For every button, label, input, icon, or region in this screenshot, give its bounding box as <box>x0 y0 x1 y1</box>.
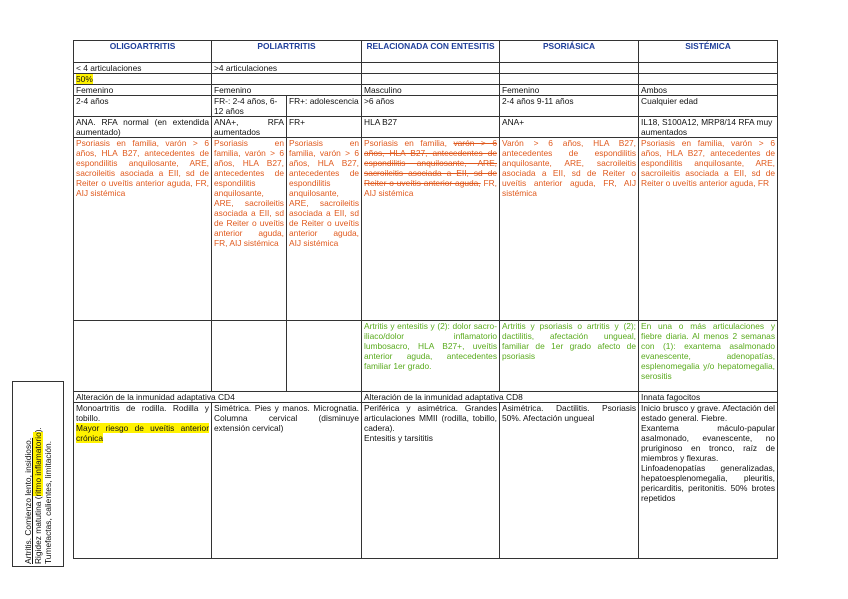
row-articulaciones <box>74 63 778 74</box>
row-sexo <box>74 85 778 96</box>
cell-inmunidad-cd8: Alteración de la inmunidad adaptativa CD8 <box>362 392 639 403</box>
cell-oligo-exclusion: Psoriasis en familia, varón > 6 años, HLA B27, antecedentes de espondilitis anquilosante, ARE, sacroileitis asociada a EII, sd de Reiter o uveítis anterior aguda, FR, AIJ sistémica <box>74 138 212 321</box>
cell-sistemica-criterios: En una o más articulaciones y fiebre diaria. Al menos 2 semanas con (1): exantema asalmonado evanescente, adenopatías, esplenomegalia y/o hepatomegalia, serositis <box>639 321 778 392</box>
cell-psoriasica-edad: 2-4 años 9-11 años <box>500 96 639 117</box>
cell-oligo-edad: 2-4 años <box>74 96 212 117</box>
cell-psoriasica-clinica: Asimétrica. Dactilitis. Psoriasis 50%. Afectación ungueal <box>500 403 639 559</box>
highlight-uveitis: Mayor riesgo de uveítis anterior crónica <box>76 423 209 443</box>
header-psoriasica: PSORIÁSICA <box>500 41 639 63</box>
cell-sistemica-clinica: Inicio brusco y grave. Afectación del estado general. Fiebre. Exantema máculo-papular asalmonado, evanescente, no pruriginoso en tronco, raíz de miembros y flexuras. Linfoadenopatías generalizadas, hepatoesplenomegalia, pleuritis, pericarditis, peritonitis. 50% brotes repetidos <box>639 403 778 559</box>
row-clinica <box>74 403 778 559</box>
side-note-box <box>12 381 64 567</box>
struck-text: varón > 6 años, HLA B27, antecedentes de espondilitis anquilosante, ARE, sacroileitis asociada a EII, sd de Reiter o uveítis anterior aguda, <box>364 138 498 188</box>
cell-oligo-sexo: Femenino <box>74 85 212 96</box>
cell-sistemica-exclusion: Psoriasis en familia, varón > 6 años, HLA B27, antecedentes de espondilitis anquilosante, ARE, sacroileitis asociada a EII, sd de Reiter o uveítis anterior aguda, FR <box>639 138 778 321</box>
jia-classification-table <box>73 40 778 559</box>
cell-poli-neg-exclusion: Psoriasis en familia, varón > 6 años, HLA B27, antecedentes de espondilitis anquilosante, ARE, sacroileitis asociada a EII, sd de Reiter o uveítis anterior aguda, FR, AIJ sistémica <box>212 138 287 321</box>
cell-poli-articulaciones: >4 articulaciones <box>212 63 362 74</box>
row-inmunidad <box>74 392 778 403</box>
cell-poli-pos-lab: FR+ <box>287 117 362 138</box>
cell-entesitis-sexo: Masculino <box>362 85 500 96</box>
cell-psoriasica-lab: ANA+ <box>500 117 639 138</box>
cell-entesitis-edad: >6 años <box>362 96 500 117</box>
cell-entesitis-exclusion: Psoriasis en familia, varón > 6 años, HLA B27, antecedentes de espondilitis anquilosante, ARE, sacroileitis asociada a EII, sd de Reiter o uveítis anterior aguda, FR, AIJ sistémica <box>362 138 500 321</box>
cell-entesitis-criterios: Artritis y entesitis y (2): dolor sacro-iliaco/dolor inflamatorio lumbosacro, HLA B27+, uveítis anterior aguda, antecedentes familiar 1er grado. <box>362 321 500 392</box>
header-row <box>74 41 778 63</box>
cell-oligo-lab: ANA. RFA normal (en extendida aumentado) <box>74 117 212 138</box>
cell-poli-sexo: Femenino <box>212 85 362 96</box>
cell-psoriasica-exclusion: Varón > 6 años, HLA B27, antecedentes de espondilitis anquilosante, ARE, sacroileitis asociada a EII, sd de Reiter o uveítis anterior aguda, FR, AIJ sistémica <box>500 138 639 321</box>
cell-inmunidad-innata: Innata fagocitos <box>639 392 778 403</box>
header-poliartritis: POLIARTRITIS <box>212 41 362 63</box>
cell-oligo-clinica: Monoartritis de rodilla. Rodilla y tobillo. Mayor riesgo de uveítis anterior crónica <box>74 403 212 559</box>
row-laboratorio <box>74 117 778 138</box>
cell-sistemica-lab: IL18, S100A12, MRP8/14 RFA muy aumentados <box>639 117 778 138</box>
highlight-ritmo: ritmo inflamatorio <box>33 432 43 497</box>
highlight-percent: 50% <box>76 74 93 84</box>
cell-psoriasica-sexo: Femenino <box>500 85 639 96</box>
cell-poli-pos-exclusion: Psoriasis en familia, varón > 6 años, HLA B27, antecedentes de espondilitis anquilosante, ARE, sacroileitis asociada a EII, sd de Reiter o uveítis anterior aguda, AIJ sistémica <box>287 138 362 321</box>
cell-sistemica-edad: Cualquier edad <box>639 96 778 117</box>
row-criterios <box>74 321 778 392</box>
row-edad <box>74 96 778 117</box>
cell-oligo-articulaciones: < 4 articulaciones <box>74 63 212 74</box>
cell-poli-pos-edad: FR+: adolescencia <box>287 96 362 117</box>
header-sistemica: SISTÉMICA <box>639 41 778 63</box>
side-note-text: Artritis. Comienzo lento, insidioso. Rigidez matutina (ritmo inflamatorio). Tumefactas, calientes, limitación. <box>23 427 53 564</box>
cell-poli-neg-lab: ANA+, RFA aumentados <box>212 117 287 138</box>
row-percent <box>74 74 778 85</box>
cell-psoriasica-criterios: Artritis y psoriasis o artritis y (2); dactilitis, afectación ungueal, familiar de 1er grado afecto de psoriasis <box>500 321 639 392</box>
cell-entesitis-lab: HLA B27 <box>362 117 500 138</box>
cell-entesitis-clinica: Periférica y asimétrica. Grandes articulaciones MMII (rodilla, tobillo, cadera). Entesitis y tarsititis <box>362 403 500 559</box>
cell-poli-clinica: Simétrica. Pies y manos. Micrognatia. Columna cervical (disminuye extensión cervical) <box>212 403 362 559</box>
cell-oligo-percent <box>74 74 212 85</box>
cell-sistemica-sexo: Ambos <box>639 85 778 96</box>
cell-poli-neg-edad: FR-: 2-4 años, 6-12 años <box>212 96 287 117</box>
row-exclusion <box>74 138 778 321</box>
header-entesitis: RELACIONADA CON ENTESITIS <box>362 41 500 63</box>
header-oligoartritis: OLIGOARTRITIS <box>74 41 212 63</box>
cell-inmunidad-cd4: Alteración de la inmunidad adaptativa CD4 <box>74 392 362 403</box>
